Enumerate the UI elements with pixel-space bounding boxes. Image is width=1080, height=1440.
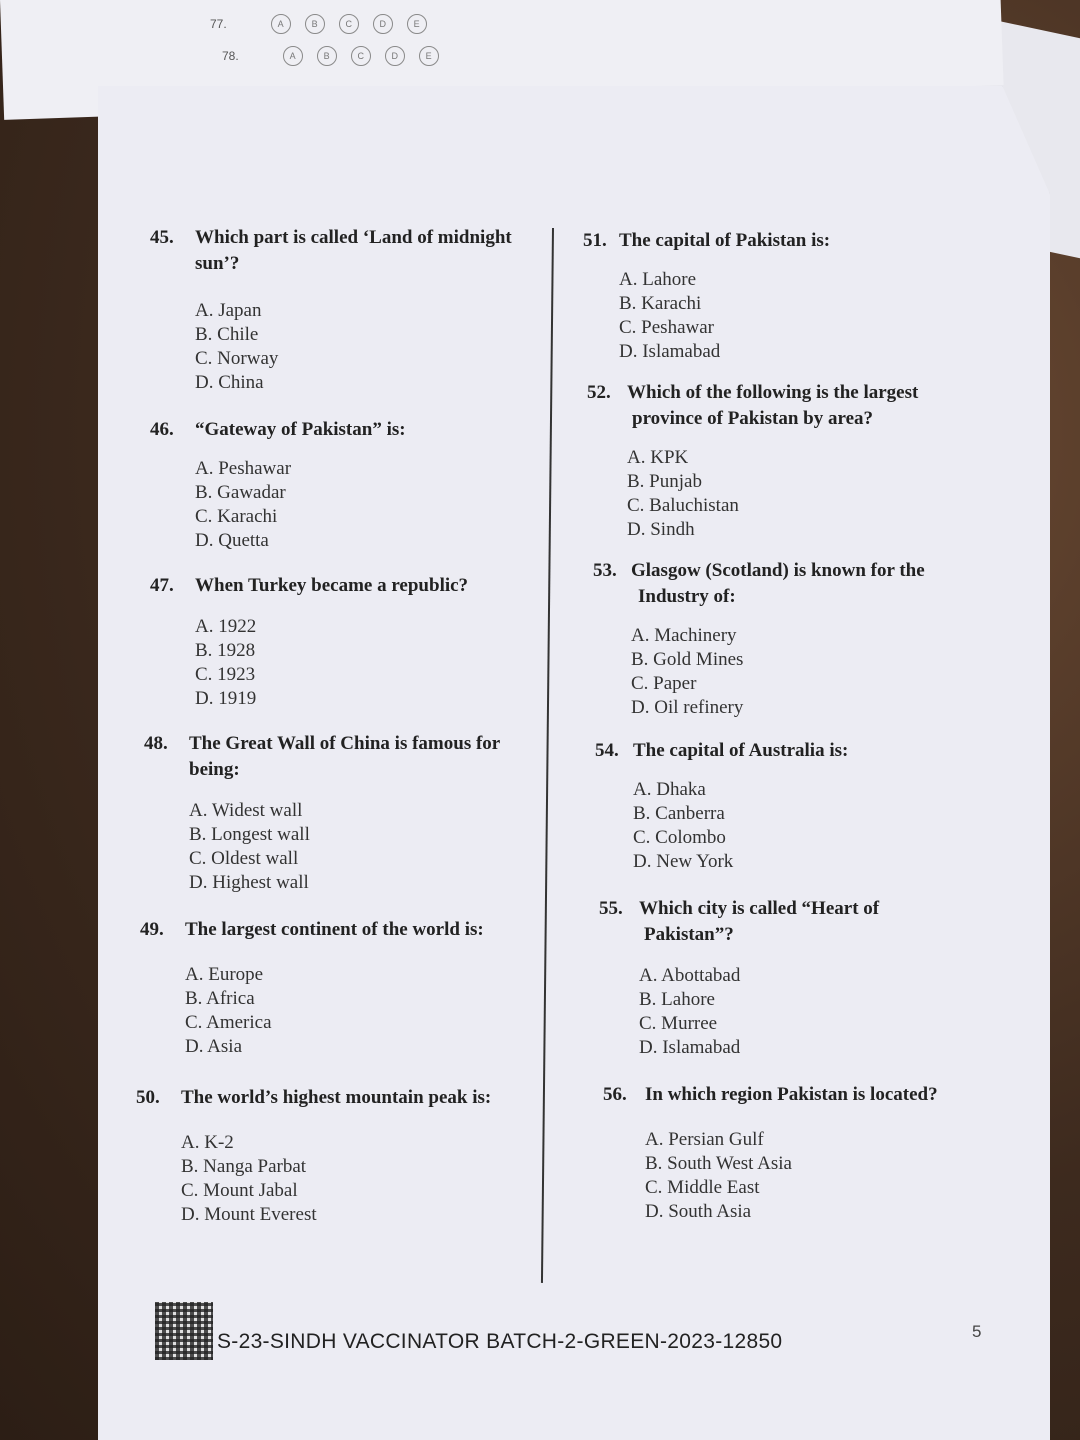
question-stem (587, 380, 943, 432)
answer-bubble[interactable]: D (385, 46, 405, 66)
answer-bubble[interactable]: B (305, 14, 325, 34)
option-d: D. South Asia (645, 1201, 752, 1222)
option-list (181, 1131, 540, 1227)
option-list (189, 799, 540, 895)
option-d: D. 1919 (195, 688, 257, 709)
option-list (645, 1128, 943, 1224)
option-d: D. Oil refinery (631, 697, 744, 718)
paper-code: S-23-SINDH VACCINATOR BATCH-2-GREEN-2023-12850 (217, 1330, 783, 1353)
question-text: Which part is called ‘Land of midnight sun’? (195, 227, 512, 274)
option-d: D. China (195, 372, 264, 393)
question-text: The capital of Australia is: (633, 740, 849, 761)
option-a: A. Widest wall (189, 800, 303, 821)
option-a: A. Dhaka (633, 779, 706, 800)
question-number: 45. (150, 227, 174, 248)
question-text: “Gateway of Pakistan” is: (195, 419, 406, 440)
page-footer (155, 1302, 1035, 1372)
answer-bubble[interactable]: A (283, 46, 303, 66)
option-a: A. Japan (195, 300, 262, 321)
answer-row (210, 14, 427, 34)
option-a: A. Persian Gulf (645, 1129, 764, 1150)
right-column (583, 228, 943, 1224)
question-stem (150, 225, 540, 277)
question-number: 53. (593, 560, 617, 581)
answer-bubble[interactable]: C (351, 46, 371, 66)
option-b: B. Lahore (639, 989, 715, 1010)
question-number: 52. (587, 382, 611, 403)
option-a: A. K-2 (181, 1132, 234, 1153)
option-list (633, 778, 943, 874)
option-c: C. Colombo (633, 827, 726, 848)
option-list (195, 457, 540, 553)
question-stem (140, 917, 540, 943)
answer-bubble[interactable]: C (339, 14, 359, 34)
answer-bubble[interactable]: E (407, 14, 427, 34)
option-d: D. New York (633, 851, 734, 872)
answer-bubble[interactable]: D (373, 14, 393, 34)
answer-row (222, 46, 439, 66)
option-c: C. America (185, 1012, 272, 1033)
answer-bubble[interactable]: A (271, 14, 291, 34)
option-a: A. Peshawar (195, 458, 292, 479)
answer-row-number: 78. (222, 49, 239, 63)
question-text: In which region Pakistan is located? (645, 1084, 938, 1105)
question-number: 54. (595, 740, 619, 761)
option-a: A. 1922 (195, 616, 257, 637)
option-c: C. Middle East (645, 1177, 760, 1198)
option-b: B. Gold Mines (631, 649, 744, 670)
question-text: The largest continent of the world is: (185, 919, 484, 940)
question-text: When Turkey became a republic? (195, 575, 469, 596)
option-a: A. Machinery (631, 625, 737, 646)
question-stem (150, 573, 540, 599)
question-52 (587, 380, 943, 542)
option-c: C. Paper (631, 673, 697, 694)
question-55 (599, 896, 943, 1060)
question-text: Glasgow (Scotland) is known for the Industry of: (631, 560, 925, 607)
question-number: 49. (140, 919, 164, 940)
question-stem (603, 1082, 943, 1108)
question-53 (593, 558, 943, 720)
option-list (631, 624, 943, 720)
option-list (185, 963, 540, 1059)
option-c: C. Karachi (195, 506, 278, 527)
option-b: B. Gawadar (195, 482, 286, 503)
option-b: B. Africa (185, 988, 255, 1009)
question-45 (150, 225, 540, 395)
option-b: B. Chile (195, 324, 259, 345)
question-stem (595, 738, 943, 764)
question-stem (136, 1085, 540, 1111)
option-c: C. Oldest wall (189, 848, 299, 869)
question-text: Which city is called “Heart of Pakistan”? (639, 898, 880, 945)
option-d: D. Sindh (627, 519, 695, 540)
answer-bubble[interactable]: B (317, 46, 337, 66)
option-b: B. Nanga Parbat (181, 1156, 307, 1177)
option-c: C. 1923 (195, 664, 256, 685)
option-c: C. Baluchistan (627, 495, 739, 516)
option-a: A. Lahore (619, 269, 697, 290)
question-number: 46. (150, 419, 174, 440)
question-stem (144, 731, 540, 783)
option-d: D. Asia (185, 1036, 242, 1057)
option-d: D. Quetta (195, 530, 269, 551)
answer-bubble[interactable]: E (419, 46, 439, 66)
question-56 (603, 1082, 943, 1224)
question-48 (144, 731, 540, 895)
option-c: C. Norway (195, 348, 279, 369)
question-54 (595, 738, 943, 874)
option-c: C. Mount Jabal (181, 1180, 298, 1201)
page-number: 5 (972, 1322, 982, 1341)
option-b: B. Punjab (627, 471, 702, 492)
question-number: 55. (599, 898, 623, 919)
question-stem (583, 228, 943, 254)
option-list (195, 615, 540, 711)
option-b: B. Longest wall (189, 824, 310, 845)
option-a: A. Europe (185, 964, 264, 985)
answer-sheet (0, 0, 520, 100)
option-d: D. Highest wall (189, 872, 309, 893)
option-list (619, 268, 943, 364)
question-46 (150, 417, 540, 553)
question-stem (150, 417, 540, 443)
option-c: C. Peshawar (619, 317, 714, 338)
option-list (639, 964, 943, 1060)
question-number: 51. (583, 230, 607, 251)
question-stem (593, 558, 943, 610)
option-b: B. 1928 (195, 640, 256, 661)
answer-row-number: 77. (210, 17, 227, 31)
question-51 (583, 228, 943, 364)
question-stem (599, 896, 943, 948)
left-column (136, 225, 540, 1227)
question-number: 56. (603, 1084, 627, 1105)
option-list (195, 299, 540, 395)
option-list (627, 446, 943, 542)
option-b: B. Canberra (633, 803, 725, 824)
option-b: B. South West Asia (645, 1153, 792, 1174)
question-47 (150, 573, 540, 711)
question-text: The world’s highest mountain peak is: (181, 1087, 492, 1108)
question-number: 50. (136, 1087, 160, 1108)
question-49 (140, 917, 540, 1059)
option-b: B. Karachi (619, 293, 702, 314)
option-d: D. Mount Everest (181, 1204, 317, 1225)
option-a: A. Abottabad (639, 965, 741, 986)
option-d: D. Islamabad (639, 1037, 741, 1058)
question-text: Which of the following is the largest province of Pakistan by area? (627, 382, 919, 429)
question-50 (136, 1085, 540, 1227)
option-d: D. Islamabad (619, 341, 721, 362)
question-number: 47. (150, 575, 174, 596)
question-text: The capital of Pakistan is: (619, 230, 831, 251)
qr-code-icon (155, 1302, 213, 1360)
option-c: C. Murree (639, 1013, 718, 1034)
question-text: The Great Wall of China is famous for being: (189, 733, 500, 780)
option-a: A. KPK (627, 447, 689, 468)
question-number: 48. (144, 733, 168, 754)
